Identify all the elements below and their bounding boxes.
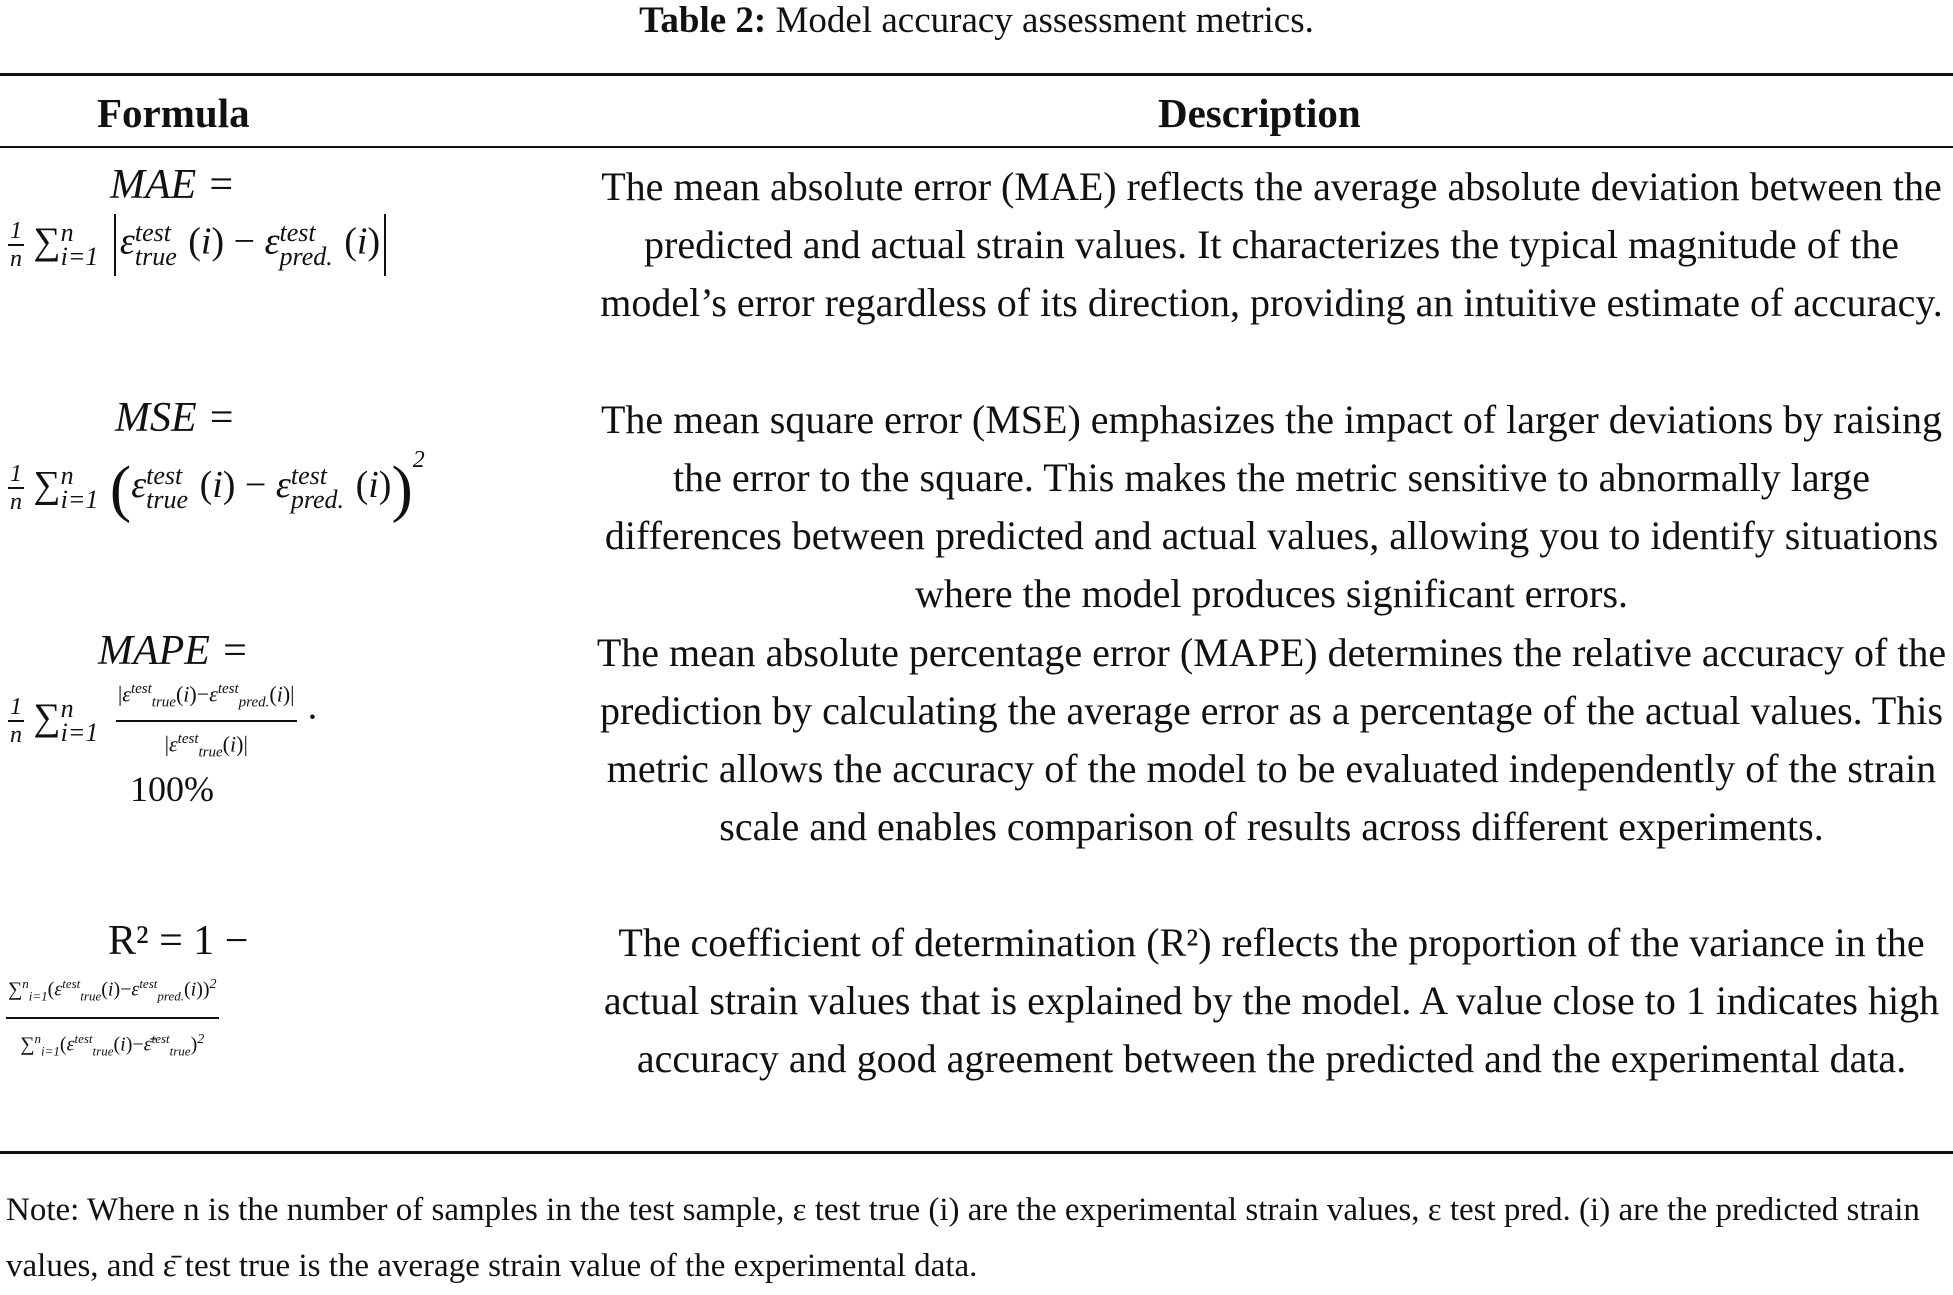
header-description: Description [1158,90,1361,136]
header-rule [0,146,1953,148]
description-mape: The mean absolute percentage error (MAPE) determines the relative accuracy of the prediction by calculating the average error as a percentage of the actual values. This metric allows the accuracy of the model to be evaluated independently of the strain scale and enables comparison of results across different experiments. [596,630,1947,849]
table-note: Note: Where n is the number of samples in the test sample, ε test true (i) are the experimental strain values, ε test pred. (i) are the predicted strain values, and ε̄ test true is the average strain value of the experimental data. [6,1192,1920,1284]
formula-line2: $\frac{\sum^n_{i=1}(\varepsilon^{test}_{true}(i)-\varepsilon^{test}_{pred.}(i))^2}{\sum^n_{i=1}(\varepsilon^{test}_{true}(i)-\varepsilon̄^{test}_{true})^2}$ [6,964,219,1071]
formula-line1: MAE = [110,162,236,208]
formula-line2: $\frac{1}{n}$ ∑ n i=1 $\frac{|\varepsilon^{test}_{true}(i)-\varepsilon^{test}_{pred.}(i)|}{|\varepsilon^{test}_{true}(i)|}$ · [8,672,319,769]
formula-line3: 100% [130,769,214,809]
formula-line1: MAPE = [98,628,249,674]
caption-label: Table 2: [639,0,767,41]
description-mae: The mean absolute error (MAE) reflects the average absolute deviation between the predicted and actual strain values. It characterizes the typical magnitude of the model’s error regardless of its direction, providing an intuitive estimate of accuracy. [600,164,1943,325]
bottom-rule [0,1151,1953,1154]
table-caption [0,0,1953,42]
description-r2: The coefficient of determination (R²) reflects the proportion of the variance in the actual strain values that is explained by the model. A value close to 1 indicates high accuracy and good agreement between the predicted and the experimental data. [603,920,1940,1081]
formula-line1: MSE = [115,395,236,441]
formula-line2: $\frac{1}{n}$ ∑ n i=1 ε test true (i) − ε test pred. (i) [8,214,390,276]
formula-line1: R² = 1 − [108,918,249,964]
formula-line2: $\frac{1}{n}$ ∑ n i=1 (ε test true (i) − ε test pred. (i))$^2$ [10,447,425,524]
description-mse: The mean square error (MSE) emphasizes the impact of larger deviations by raising the error to the square. This makes the metric sensitive to abnormally large differences between predicted and actual values, allowing you to identify situations where the model produces significant errors. [600,397,1943,616]
header-formula: Formula [97,90,250,136]
caption-text: Model accuracy assessment metrics. [775,0,1314,41]
top-rule [0,73,1953,76]
